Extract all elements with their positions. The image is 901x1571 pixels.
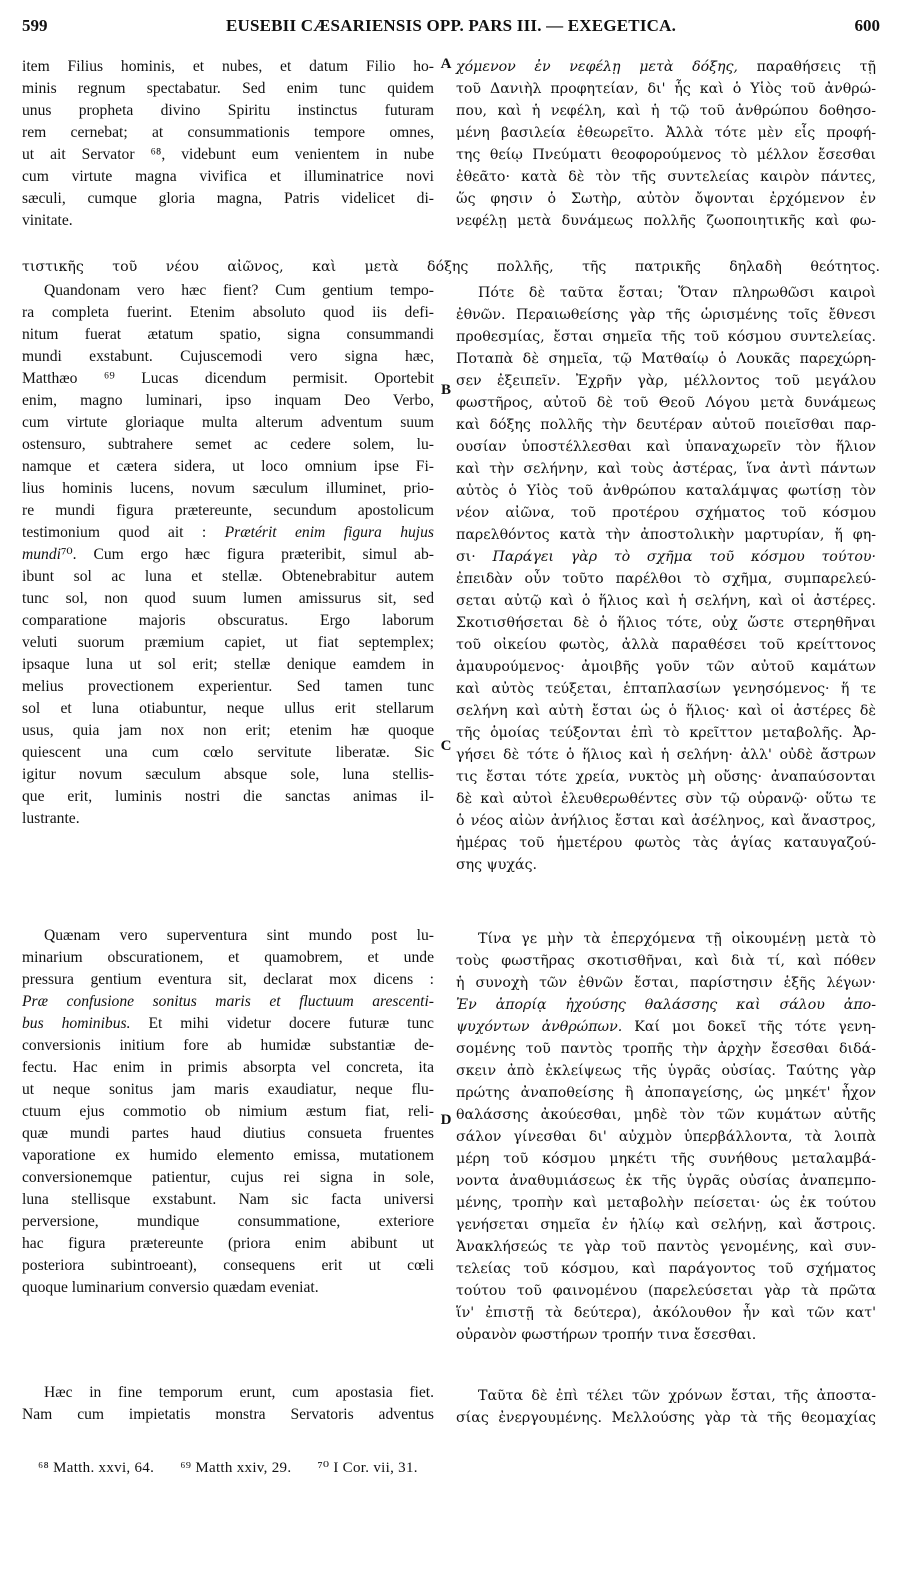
text-line: θαλάσσης ἀκούεσθαι, μηδὲ τὸν τῶν κυμάτων αὐτῆς: [456, 1107, 876, 1123]
latin-quote-1cor: Prætérit enim figura hujus: [224, 524, 434, 541]
text-line: οὐρανὸν φωστήρων τροπήν τινα ἔσεσθαι.: [456, 1327, 757, 1343]
text-line: rem cernebat; at consummationis tempore omnes,: [22, 124, 434, 141]
text-line: τούτου τοῦ φαινομένου (παρελεύσεται γὰρ τὰ πρῶτα: [456, 1283, 876, 1299]
text-line: ἀμαυρούμενος· ἀμοιβῆς γοῦν τῶν αὐτοῦ καμάτων: [456, 659, 876, 675]
latin-line-quote-luke-end: [22, 1013, 434, 1035]
text-line: enim, magno luminari, ipso inquam Deo Verbo,: [22, 392, 434, 409]
text-line: ἵν' ἐπιστῇ τὰ δεύτερα), ἀκόλουθον ἦν καὶ τῶν κατ': [456, 1305, 876, 1321]
greek-line-quote-luke: [456, 994, 876, 1016]
text-line: ra completa fuerint. Etenim absoluto quod iis defi-: [22, 304, 434, 321]
text-line: minis regnum spectabatur. Sed enim tunc quidem: [22, 80, 434, 97]
text-line: quiescent una cum cœlo servitute liberatæ. Sic: [22, 744, 434, 761]
latin-text: testimonium quod ait :: [22, 524, 207, 541]
text-line: item Filius hominis, et nubes, et datum Filio ho-: [22, 58, 434, 75]
text-line: καὶ τὴν σελήνην, καὶ τοὺς ἀστέρας, ἵνα ἀντὶ πάντων: [456, 461, 876, 477]
text-line: τις ἔσται τότε χρεία, νυκτὸς μὴ οὔσης· ἀναπαύσονται: [456, 769, 876, 785]
text-line: σκειν ἀπὸ ἐκλείψεως τῆς ὑγρᾶς οὐσίας. Ταύτης γὰρ: [456, 1063, 876, 1079]
footnote-68: ⁶⁸ Matth. xxvi, 64.: [38, 1460, 155, 1476]
text-line: Quænam vero superventura sint mundo post lu-: [44, 927, 434, 944]
text-line: σάλον γίνεσθαι δι' αὐχμὸν ὑπερβάλλοντα, τὰ λοιπὰ: [456, 1129, 876, 1145]
latin-block-2: [22, 280, 434, 830]
greek-quote-luke: Ἐν ἀπορίᾳ ἠχούσης θαλάσσης καὶ σάλου ἀπο-: [456, 997, 876, 1013]
latin-paragraph-1: [22, 56, 434, 232]
text-line: igitur novum sæculum absque sole, luna stellis-: [22, 766, 434, 783]
greek-spanning-line: τιστικῆς τοῦ νέου αἰῶνος, καὶ μετὰ δόξης πολλῆς, τῆς πατρικῆς δηλαδὴ θεότητος.: [22, 259, 880, 275]
text-line: Ταῦτα δὲ ἐπὶ τέλει τῶν χρόνων ἔσται, τῆς ἀποστα-: [478, 1388, 876, 1404]
text-line: μέρη τοῦ κόσμου μηκέτι τῆς συνήθους μεταλαμβά-: [456, 1151, 876, 1167]
footnotes: [38, 1458, 440, 1477]
text-line: σης ψυχάς.: [456, 857, 538, 873]
text-line: τοὺς φωστῆρας σκοτισθῆναι, καὶ διὰ τί, καὶ πόθεν: [456, 953, 876, 969]
text-line: lius hominis lucens, novum sæculum illuminet, prio-: [22, 480, 434, 497]
latin-quote-luke: Præ confusione sonitus maris et fluctuum arescenti-: [22, 993, 434, 1010]
text-line: της θείῳ Πνεύματι θεοφορούμενος τὸ μέλλον ἔσεσθαι: [456, 147, 876, 163]
latin-block-4: [22, 1382, 434, 1426]
text-line: σελήνη καὶ αὐτὴ ἔσται ὡς ὁ ἥλιος· καὶ οἱ ἀστέρες δὲ: [456, 703, 876, 719]
text-line: ἐθεᾶτο· κατὰ δὲ τὸν τῆς συντελείας καιρὸν πάντες,: [456, 169, 876, 185]
text-line: τῆς ὁμοίας τεύξονται ἐπὶ τὸ κρεῖττον μεταβολῆς. Ἀρ-: [456, 725, 876, 741]
text-line: melius provectionem experientur. Sed tamen tunc: [22, 678, 434, 695]
latin-paragraph-2-rest: [22, 566, 434, 830]
greek-block-4: [456, 1385, 876, 1429]
text-line: σεν ἐξειπεῖν. Ἐχρῆν γὰρ, μέλλοντος τοῦ μεγάλου: [456, 373, 876, 389]
text-line: fectu. Hac enim in primis absorpta vel concreta, ita: [22, 1059, 434, 1076]
text-line: νοντα ἀναθυμιάσεως ἐκ τῆς ὑγρᾶς οὐσίας ἀναπεμπο-: [456, 1173, 876, 1189]
greek-paragraph-2-rest: [456, 568, 876, 876]
greek-paragraph-4: [456, 1385, 876, 1429]
text-line: γενήσεται σημεῖα ἐν ἡλίῳ καὶ σελήνῃ, καὶ ἄστροις.: [456, 1217, 876, 1233]
greek-line-quote-1cor: [456, 546, 876, 568]
text-line: Ποταπὰ δὲ σημεῖα, τῷ Ματθαίῳ ὁ Λουκᾶς παρεχώρη-: [456, 351, 876, 367]
text-line: ουσίαν ὑποστέλλεσθαι καὶ ὑπαναχωρεῖν τὸν ἥλιον: [456, 439, 876, 455]
latin-paragraph-3: [22, 925, 434, 991]
text-line: usus, quia jam nox non erit; etenim hæ quoque: [22, 722, 434, 739]
text-line: αὐτὸς ὁ Υἱὸς τοῦ ἀνθρώπου καταλάμψας φωτίσῃ τὸν: [456, 483, 876, 499]
text-line: conversionis initium fore ab humidæ substantiæ de-: [22, 1037, 434, 1054]
text-line: veluti suorum præmium capiet, ut fiat septemplex;: [22, 634, 434, 651]
greek-paragraph-2: [456, 282, 876, 546]
text-line: σεται αὐτῷ καὶ ὁ ἥλιος καὶ ἡ σελήνη, καὶ οἱ ἀστέρες.: [456, 593, 876, 609]
text-line: μένης, τροπὴν καὶ μεταβολὴν πείσεται· ὡς ἐκ τούτου: [456, 1195, 876, 1211]
text-line: sol et luna otiabuntur, neque ullus erit stellarum: [22, 700, 434, 717]
text-line: γήσει δὲ τότε ὁ ἥλιος καὶ ἡ σελήνη· ἀλλ' οὐδὲ ἄστρων: [456, 747, 876, 763]
text-line: ἡ συνοχὴ τῶν ἐθνῶν ἔσται, παρίστησιν ἑξῆς λέγων·: [456, 975, 876, 991]
greek-line-quote-luke-end: [456, 1016, 876, 1038]
text-line: καὶ αὐτὸς τεύξεται, ἑπταπλασίων γενησόμενος· ἥ τε: [456, 681, 876, 697]
text-line: τελείας τοῦ κόσμου, καὶ παράγοντος τοῦ σχήματος: [456, 1261, 876, 1277]
latin-block-3: [22, 925, 434, 1299]
greek-block-1: [456, 56, 876, 232]
text-line: cum virtute magna vivifica et illuminatrice novi: [22, 168, 434, 185]
text-line: que erit, luminis nostri die sanctas animas il-: [22, 788, 434, 805]
section-marker-b: B: [440, 382, 451, 398]
latin-quote-luke-end: bus hominibus.: [22, 1015, 131, 1032]
text-line: τοῦ οἰκείου φωτὸς, ἀλλὰ παραθέσει τοῦ κρείττονος: [456, 637, 876, 653]
text-line: ὁ νέος αἰὼν ἀνήλιος ἔσται καὶ ἀσέληνος, καὶ ἄναστρος,: [456, 813, 876, 829]
greek-text: Καί μοι δοκεῖ τῆς τότε γενη-: [634, 1019, 876, 1035]
latin-paragraph-4: [22, 1382, 434, 1426]
text-line: ἡμέρας τοῦ ἡμετέρου φωτὸς τὰς ἁγίας καταυγαζού-: [456, 835, 876, 851]
text-line: Hæc in fine temporum erunt, cum apostasia fiet.: [44, 1384, 434, 1401]
text-line: nitum fuerat ætatum spatio, signa consummandi: [22, 326, 434, 343]
footnote-69: ⁶⁹ Matth xxiv, 29.: [180, 1460, 292, 1476]
page-header: [22, 16, 880, 42]
text-line: σίας ἐνεργουμένης. Μελλούσης γὰρ τὰ τῆς θεομαχίας: [456, 1410, 876, 1426]
page-number-left: 599: [22, 16, 48, 35]
text-line: Σκοτισθήσεται δὲ ὁ ἥλιος τότε, οὐχ ὥστε στερηθῆναι: [456, 615, 876, 631]
greek-text: σι·: [456, 549, 476, 565]
latin-quote-1cor-end: mundi: [22, 546, 61, 563]
text-line: παρελθόντος κατὰ τὴν ἀποστολικὴν μαρτυρίαν, ἥ φη-: [456, 527, 876, 543]
text-line: luna stellisque exstabunt. Nam sic facta universi: [22, 1191, 434, 1208]
text-line: Ἀνακλήσεώς τε γὰρ τοῦ παντὸς γενομένης, καὶ συν-: [456, 1239, 876, 1255]
latin-line-quote-end: [22, 544, 434, 566]
footnote-70: ⁷⁰ I Cor. vii, 31.: [317, 1460, 418, 1476]
text-line: Nam cum impietatis monstra Servatoris adventus: [22, 1406, 434, 1423]
text-line: Τίνα γε μὴν τὰ ἐπερχόμενα τῇ οἰκουμένῃ μετὰ τὸ: [478, 931, 876, 947]
text-line: mundi exstabunt. Cujuscemodi vero signa hæc,: [22, 348, 434, 365]
text-line: ctuum ejus commotio ob nimium æstum fiat, reli-: [22, 1103, 434, 1120]
greek-text: παραθήσεις τῇ: [756, 59, 876, 75]
text-line: ut neque sonitus jam maris exaudiatur, neque flu-: [22, 1081, 434, 1098]
latin-paragraph-3-rest: [22, 1035, 434, 1299]
text-line: re mundi figura prætereunte, secundum apostolicum: [22, 502, 434, 519]
greek-paragraph-3: [456, 928, 876, 994]
greek-paragraph-1: [456, 78, 876, 232]
text-line: comparatione majoris obscuratus. Ergo laborum: [22, 612, 434, 629]
text-line: νεφέλῃ μετὰ δυνάμεως πολλῆς ζωοποιητικῆς καὶ φω-: [456, 213, 876, 229]
text-line: ὥς φησιν ὁ Σωτὴρ, αὐτὸν ὄψονται ἐρχόμενον ἐν: [456, 191, 876, 207]
text-line: ἐπειδὰν οὖν τοῦτο παρέλθοι τὸ σχῆμα, συμπαρελεύ-: [456, 571, 876, 587]
greek-block-3: [456, 928, 876, 1346]
text-line: προθεσμίας, ἔσται σημεῖα τῆς τοῦ κόσμου συντελείας.: [456, 329, 876, 345]
text-line: ἐθνῶν. Περαιωθείσης γὰρ τῆς ὡρισμένης τοῖς ἔθνεσι: [456, 307, 876, 323]
text-line: σομένης τοῦ παντὸς τροπῆς τὴν ἀρχὴν ἔσεσθαι διδά-: [456, 1041, 876, 1057]
latin-text: ⁷⁰. Cum ergo hæc figura præteribit, simul ab-: [60, 546, 434, 563]
text-line: ibunt sol ac luna et stellæ. Obtenebrabitur autem: [22, 568, 434, 585]
latin-text: Et mihi videtur docere futuræ tunc: [148, 1015, 434, 1032]
text-line: cum virtute gloriaque multa alterum adventum suum: [22, 414, 434, 431]
text-line: ostensuro, subtrahere semet ac cedere solem, lu-: [22, 436, 434, 453]
text-line: καὶ δόξης πολλῆς τὴν δευτέραν αὐτοῦ ποιεῖσθαι παρ-: [456, 417, 876, 433]
running-title: EUSEBII CÆSARIENSIS OPP. PARS III. — EXEGETICA.: [225, 16, 677, 35]
greek-quote-luke-end: ψυχόντων ἀνθρώπων.: [456, 1019, 623, 1035]
text-line: minarium obscurationem, et quamobrem, et unde: [22, 949, 434, 966]
latin-line-quote: [22, 522, 434, 544]
text-line: namque et cætera sidera, ut loco omnium ipse Fi-: [22, 458, 434, 475]
text-line: conversionemque patientur, cujus rei signa in sole,: [22, 1169, 434, 1186]
text-line: pressura gentium eventura sit, declarat mox dicens :: [22, 971, 434, 988]
latin-block-1: [22, 56, 434, 232]
text-line: Πότε δὲ ταῦτα ἔσται; Ὅταν πληρωθῶσι καιροὶ: [478, 285, 876, 301]
text-line: hac figura prætereunte (priora enim abibunt ut: [22, 1235, 434, 1252]
text-line: νέον αἰῶνα, τοῦ προτέρου σχήματος τοῦ κόσμου: [456, 505, 876, 521]
latin-line-quote-luke: [22, 991, 434, 1013]
text-line: Quandonam vero hæc fient? Cum gentium tempo-: [44, 282, 434, 299]
text-line: quoque luminarium conversio quædam eveniat.: [22, 1279, 319, 1296]
text-line: που, καὶ ἡ νεφέλη, καὶ ἡ τῷ τοῦ ἀνθρώπου δοθησο-: [456, 103, 876, 119]
text-line: vinitate.: [22, 212, 73, 229]
latin-paragraph-2: [22, 280, 434, 522]
greek-quote-lead: χόμενον ἐν νεφέλῃ μετὰ δόξης,: [456, 59, 738, 75]
text-line: μένη βασιλεία ἐθεωρεῖτο. Ἀλλὰ τότε μὲν εἷς προφή-: [456, 125, 876, 141]
page-number-right: 600: [854, 16, 880, 35]
text-line: posteriora subintroeant), consequens erit ut cœli: [22, 1257, 434, 1274]
text-line: τοῦ Δανιὴλ προφητείαν, δι' ἧς καὶ ὁ Υἱὸς τοῦ ἀνθρώ-: [456, 81, 876, 97]
text-line: unus propheta divino Spiritu instinctus futuram: [22, 102, 434, 119]
text-line: tunc sol, non quod suum lumen amissurus sit, sed: [22, 590, 434, 607]
section-marker-c: C: [440, 738, 452, 754]
text-line: δὲ καὶ αὐτοὶ ἐλευθερωθέντες σὺν τῷ οὐρανῷ· οὕτω τε: [456, 791, 876, 807]
text-line: φωστῆρος, αὐτοῦ δὲ τοῦ Θεοῦ Λόγου μετὰ δυνάμεως: [456, 395, 876, 411]
section-marker-d: D: [440, 1112, 452, 1128]
section-marker-a: A: [440, 56, 452, 72]
text-line: lustrante.: [22, 810, 80, 827]
greek-quote-1cor: Παράγει γὰρ τὸ σχῆμα τοῦ κόσμου τούτου·: [492, 549, 877, 565]
text-line: quæ mundi partes haud diutius consueta fruentes: [22, 1125, 434, 1142]
greek-paragraph-3-rest: [456, 1038, 876, 1346]
text-line: perversione, mundique consummatione, exteriore: [22, 1213, 434, 1230]
greek-line-lead: [456, 56, 876, 78]
text-line: ipsaque luna ut sol erit; stellæ denique eamdem in: [22, 656, 434, 673]
greek-block-2: [456, 282, 876, 876]
text-line: Matthæo ⁶⁹ Lucas dicendum permisit. Oportebit: [22, 370, 434, 387]
text-line: ut ait Servator ⁶⁸, videbunt eum venientem in nube: [22, 146, 434, 163]
text-line: sæculi, cumque gloria magna, Patris videlicet di-: [22, 190, 434, 207]
text-line: πρώτης ἀναποθείσης ἢ ἀποπαγείσης, ὡς μηκέτ' ἦχον: [456, 1085, 876, 1101]
text-line: vaporatione ex humido elemento emissa, mutationem: [22, 1147, 434, 1164]
